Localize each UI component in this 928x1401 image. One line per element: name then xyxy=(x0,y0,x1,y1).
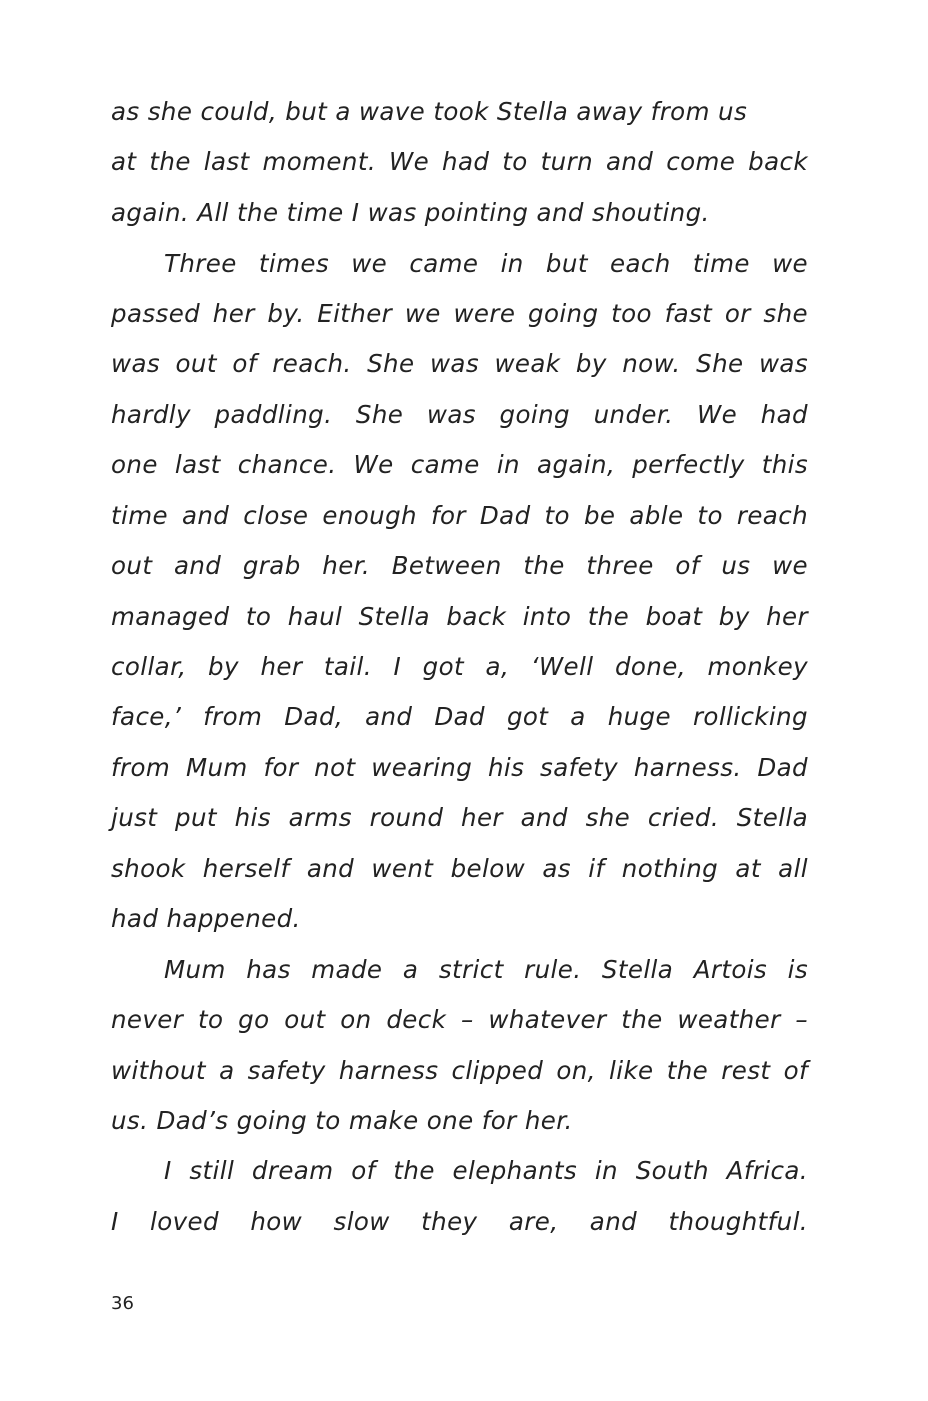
text-line: again. All the time I was pointing and shouting. xyxy=(111,198,710,227)
text-line: collar, by her tail. I got a, ‘Well done, monkey xyxy=(111,652,808,681)
text-line: I still dream of the elephants in South Africa. xyxy=(164,1156,808,1185)
text-line: had happened. xyxy=(111,904,301,933)
text-line: never to go out on deck – whatever the weather – xyxy=(111,1005,808,1034)
text-line: Three times we came in but each time we xyxy=(164,249,808,278)
text-line: time and close enough for Dad to be able to reach xyxy=(111,501,808,530)
text-line: as she could, but a wave took Stella away from us xyxy=(111,97,748,126)
text-line: I loved how slow they are, and thoughtful. xyxy=(111,1207,808,1236)
text-line: without a safety harness clipped on, like the rest of xyxy=(111,1056,808,1085)
text-line: hardly paddling. She was going under. We had xyxy=(111,400,808,429)
text-line: managed to haul Stella back into the boat by her xyxy=(111,602,808,631)
text-line: just put his arms round her and she cried. Stella xyxy=(111,803,808,832)
text-line: Mum has made a strict rule. Stella Artois is xyxy=(164,955,808,984)
text-line: us. Dad’s going to make one for her. xyxy=(111,1106,573,1135)
text-line: was out of reach. She was weak by now. She was xyxy=(111,349,808,378)
page-number: 36 xyxy=(111,1293,134,1314)
text-line: shook herself and went below as if nothing at all xyxy=(111,854,808,883)
text-line: at the last moment. We had to turn and come back xyxy=(111,147,808,176)
text-line: out and grab her. Between the three of us we xyxy=(111,551,808,580)
text-line: from Mum for not wearing his safety harness. Dad xyxy=(111,753,808,782)
text-line: one last chance. We came in again, perfectly this xyxy=(111,450,808,479)
text-line: passed her by. Either we were going too fast or she xyxy=(111,299,808,328)
text-line: face,’ from Dad, and Dad got a huge rollicking xyxy=(111,702,808,731)
